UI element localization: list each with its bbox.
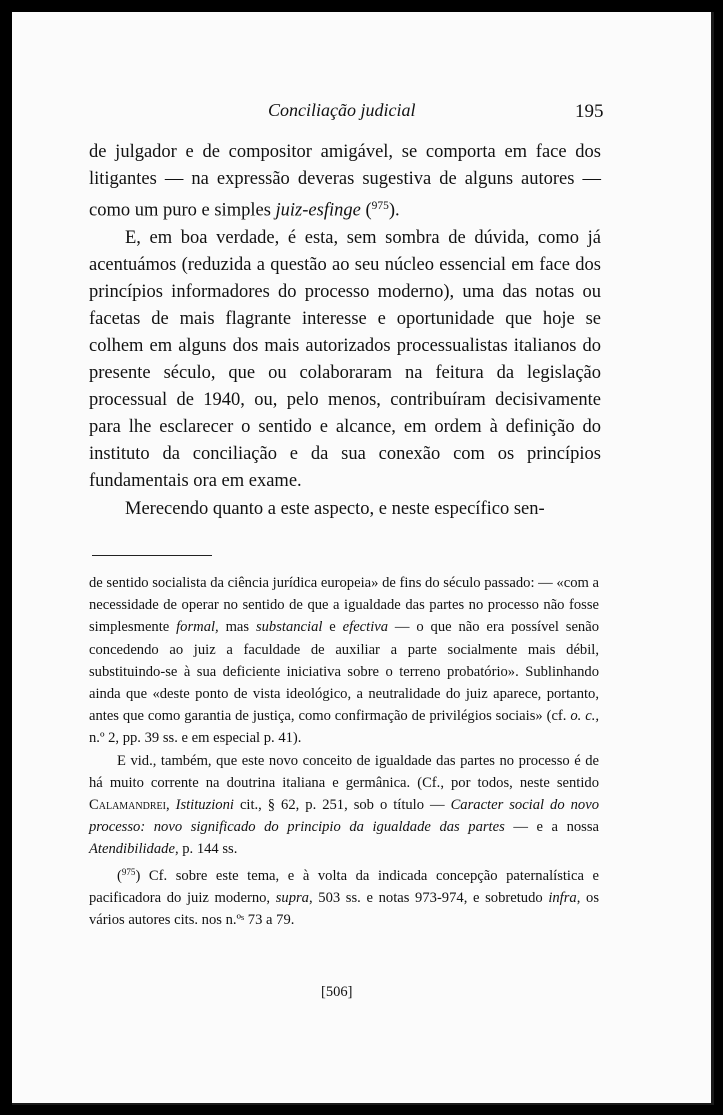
note-2-em-atendibilidade: Atendibilidade	[89, 841, 175, 858]
note-1-em-efectiva: efectiva	[342, 619, 389, 636]
note-3-em-infra: infra	[548, 889, 577, 906]
running-title: Conciliação judicial	[268, 100, 416, 120]
page-number: 195	[575, 101, 604, 122]
paragraph-1-open: (	[360, 200, 372, 221]
note-1-text-a: de sentido socialista da ciência jurídica europeia» de fins do século passado: — «com a necessidade de operar no sentido de que a igualdade das partes no processo não fosse simplesmente	[89, 575, 599, 636]
footnote-paragraph-2	[89, 750, 599, 861]
footnote-divider	[92, 555, 212, 556]
note-3-em-supra: supra	[275, 889, 309, 906]
note-2-em-title: Caracter social do novo processo: novo significado do principio da igualdade das partes	[89, 797, 599, 836]
footnote-975-marker: 975	[121, 866, 136, 877]
footnote-ref-975: 975	[371, 200, 389, 213]
note-2-author: Calamandrei	[89, 797, 166, 814]
paragraph-3: Merecendo quanto a este aspecto, e neste específico sen-	[125, 498, 545, 519]
note-1-em-oc: o. c.,	[570, 708, 599, 725]
paragraph-1	[89, 139, 601, 225]
note-2-em-istituzioni: Istituzioni	[175, 797, 234, 814]
note-1-text-e: n.º 2, pp. 39 ss. e em especial p. 41).	[89, 730, 302, 747]
note-3-text-b: , 503 ss. e notas 973-974, e sobretudo	[308, 889, 549, 906]
page-sheet	[12, 12, 714, 1105]
footnote-975: ($^{975}$) Cf. sobre este tema, e à volta da indicada concepção paternalística e pacificadora do juiz moderno, supra, 503 ss. e notas 973-974, e sobretudo infra, os vários autores cits. nos n.ºˢ 73 a 79.	[89, 866, 599, 929]
footnote-continued	[89, 572, 599, 750]
footnotes	[89, 572, 599, 931]
paragraph-1-term: juiz-esfinge	[275, 200, 361, 221]
note-1-em-formal: formal,	[176, 619, 219, 636]
note-2-text-d: — e a nossa	[504, 819, 599, 836]
note-1-text-d: — o que não era possível senão concedendo ao juiz a faculdade de auxiliar a parte socialmente mais débil, substituindo-se à sua deficiente iniciativa sobre o terreno probatório». Sublinhando ainda que «deste ponto de vista ideológico, a neutralidade do juiz aparece, portanto, antes que como garantia de justiça, como confirmação de privilégios sociais» (cf.	[89, 619, 600, 725]
main-text	[89, 139, 601, 523]
paragraph-2: E, em boa verdade, é esta, sem sombra de dúvida, como já acentuámos (reduzida a questão ao seu núcleo essencial em face dos princípios informadores do processo moderno), uma das notas ou facetas de mais flagrante interesse e oportunidade que hoje se colhem em alguns dos mais autorizados processualistas italianos do presente século, que ou colaboraram na feitura da legislação processual de 1940, ou, pelo menos, contribuíram decisivamente para lhe esclarecer o sentido e alcance, em ordem à definição do instituto da conciliação e da sua conexão com os princípios fundamentais ora em exame.	[89, 227, 601, 492]
note-3-text-c: , os vários autores cits. nos n.ºˢ 73 a 79.	[89, 889, 599, 929]
note-1-text-b: mas	[218, 619, 256, 636]
note-2-text-e: , p. 144 ss.	[174, 841, 238, 858]
paragraph-1-close: ).	[388, 200, 400, 221]
note-3-text-a: Cf. sobre este tema, e à volta da indicada concepção paternalística e pacificadora do juiz moderno,	[89, 867, 599, 906]
note-1-text-c: e	[322, 619, 343, 636]
note-2-text-c: cit., § 62, p. 251, sob o título —	[233, 797, 451, 814]
source-page-ref: [506]	[321, 984, 353, 1000]
paragraph-1-text: de julgador e de compositor amigável, se comporta em face dos litigantes — na expressão deveras sugestiva de alguns autores — como um puro e simples	[89, 142, 601, 221]
note-2-text-b: ,	[165, 797, 176, 814]
note-2-text-a: E vid., também, que este novo conceito de igualdade das partes no processo é de há muito corrente na doutrina italiana e germânica. (Cf., por todos, neste sentido	[89, 752, 599, 791]
note-1-em-substancial: substancial	[255, 619, 323, 636]
